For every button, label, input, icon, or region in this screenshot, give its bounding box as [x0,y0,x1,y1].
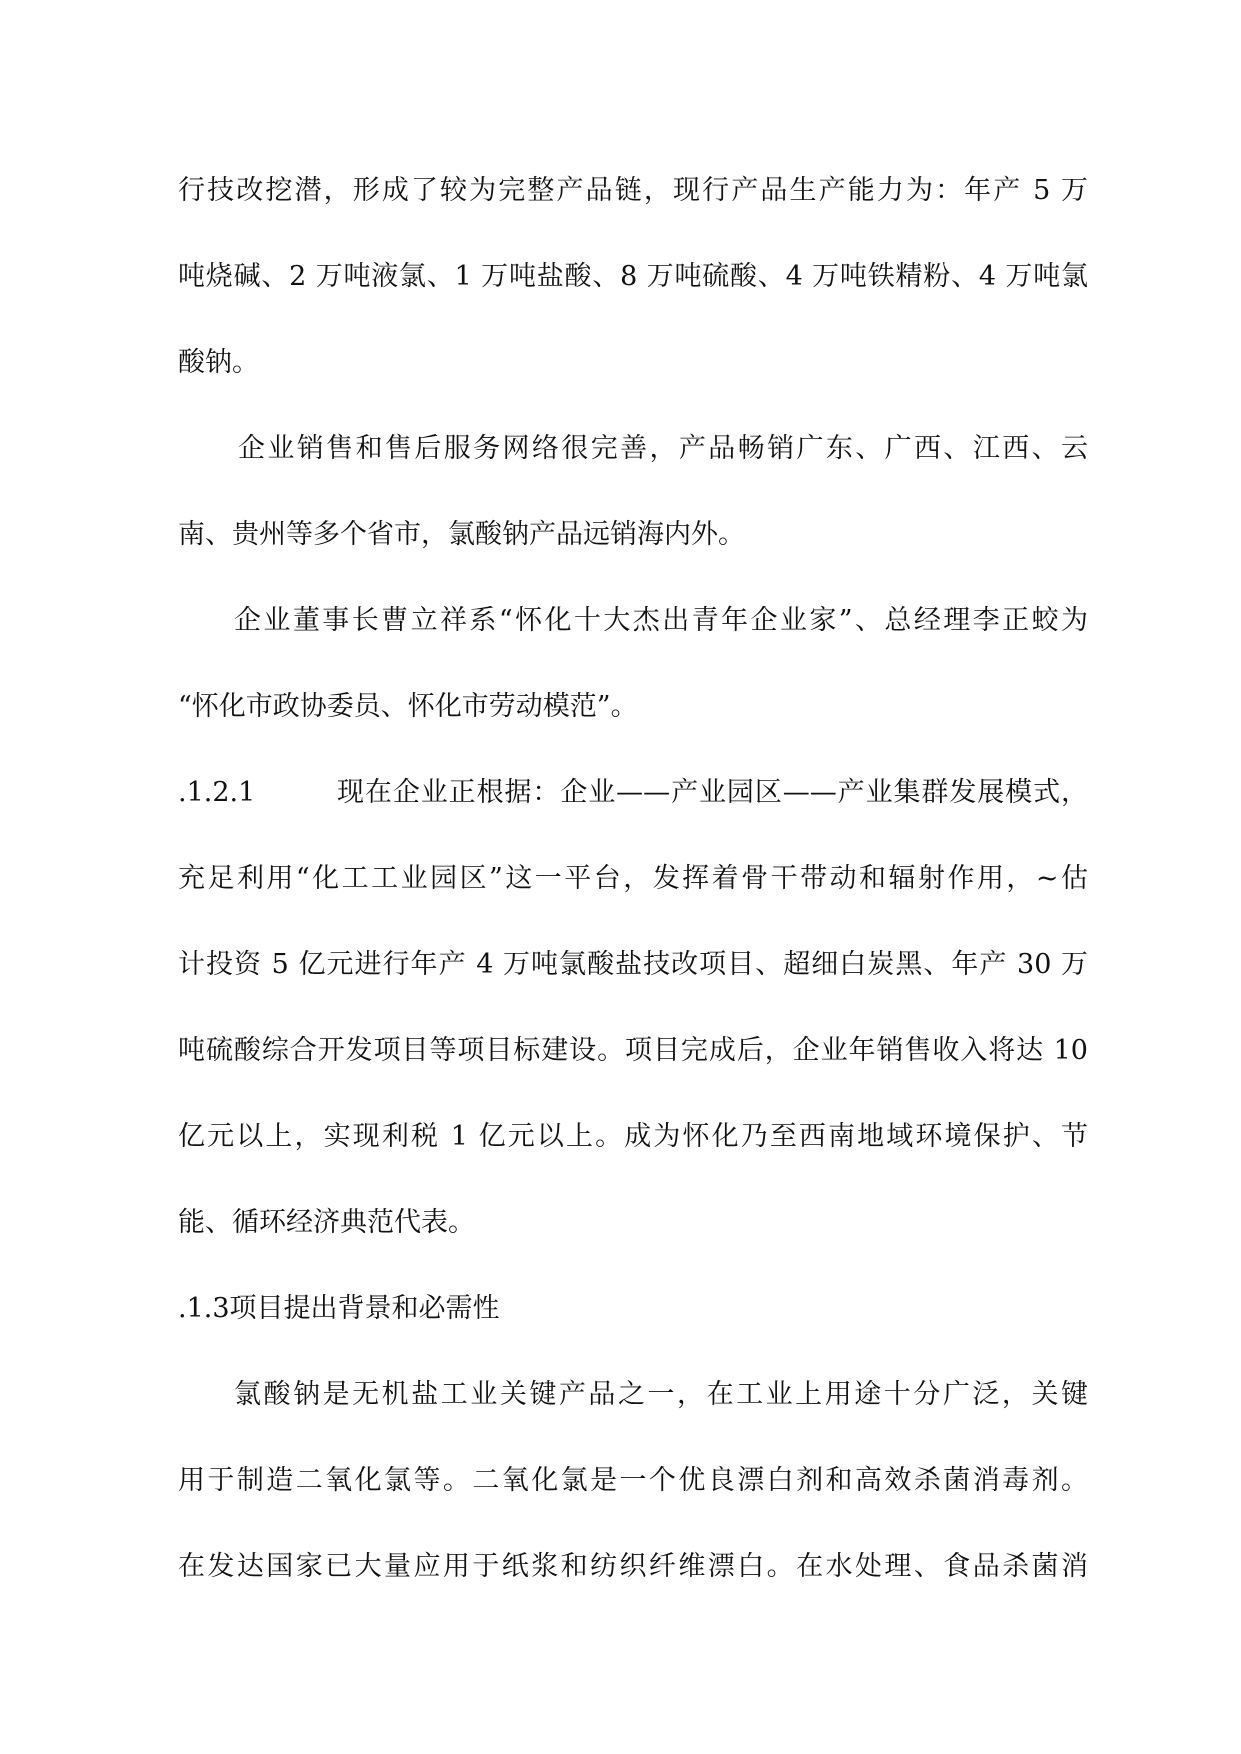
text-line: 行技改挖潜，形成了较为完整产品链，现行产品生产能力为：年产 5 万 [178,175,1088,206]
text-line: 企业销售和售后服务网络很完善，产品畅销广东、广西、江西、云 [238,433,1088,464]
text-line: 南、贵州等多个省市，氯酸钠产品远销海内外。 [178,519,745,550]
text-line: “怀化市政协委员、怀化市劳动模范”。 [178,691,638,722]
text-line: 酸钠。 [178,347,259,378]
text-line: 能、循环经济典范代表。 [178,1207,475,1238]
text-line: 计投资 5 亿元进行年产 4 万吨氯酸盐技改项目、超细白炭黑、年产 30 万 [178,949,1088,980]
text-line: 吨烧碱、2 万吨液氯、1 万吨盐酸、8 万吨硫酸、4 万吨铁精粉、4 万吨氯 [178,261,1088,292]
section-heading: .1.3项目提出背景和必需性 [178,1293,500,1324]
text-line: 充足利用“化工工业园区”这一平台，发挥着骨干带动和辐射作用，~估 [178,863,1088,894]
section-number: .1.2.1 [178,777,256,808]
text-line: 氯酸钠是无机盐工业关键产品之一，在工业上用途十分广泛，关键 [234,1379,1088,1410]
text-line: 企业董事长曹立祥系“怀化十大杰出青年企业家”、总经理李正蛟为 [234,605,1088,636]
text-line: 亿元以上，实现利税 1 亿元以上。成为怀化乃至西南地域环境保护、节 [178,1121,1088,1152]
text-line: 现在企业正根据：企业——产业园区——产业集群发展模式， [337,777,1088,808]
text-line: 用于制造二氧化氯等。二氧化氯是一个优良漂白剂和高效杀菌消毒剂。 [178,1465,1088,1496]
text-line: 吨硫酸综合开发项目等项目标建设。项目完成后，企业年销售收入将达 10 [178,1035,1088,1066]
text-line: 在发达国家已大量应用于纸浆和纺织纤维漂白。在水处理、食品杀菌消 [178,1551,1088,1582]
